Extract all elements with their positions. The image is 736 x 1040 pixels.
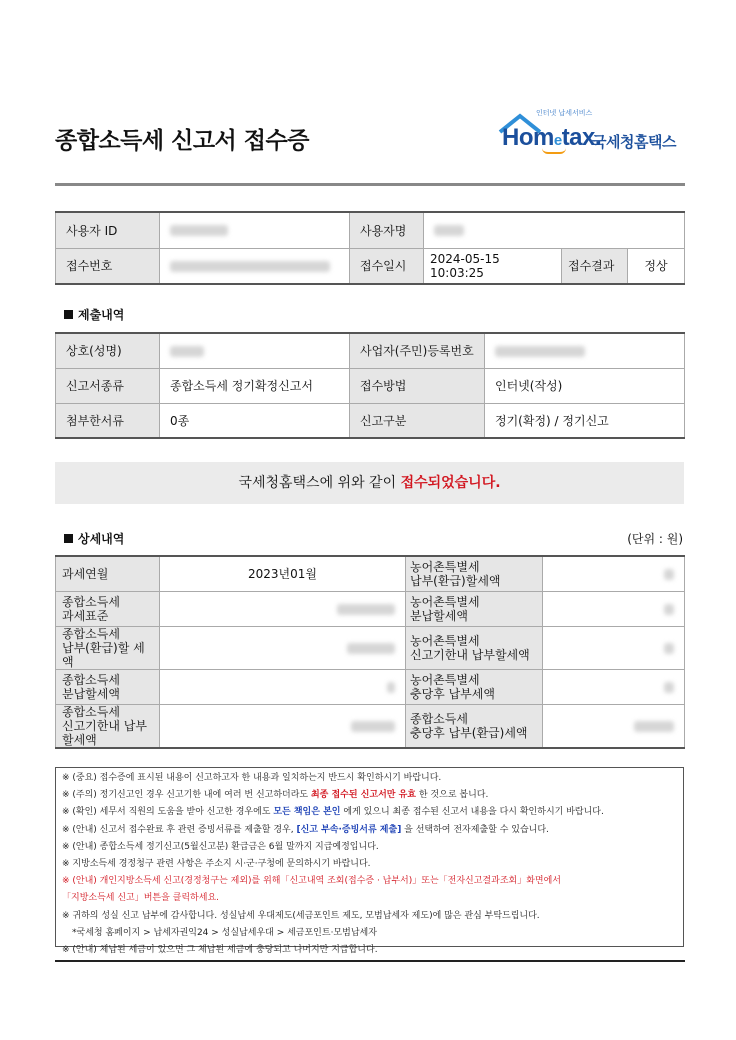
detail-row [56,704,685,748]
detail-right-value [543,556,685,591]
detail-right-label: 농어촌특별세 신고기한내 납부할세액 [406,626,543,669]
logo-brand-b: tax. [561,124,602,151]
detail-right-label: 농어촌특별세 충당후 납부세액 [406,669,543,704]
detail-left-label: 과세연월 [56,556,160,591]
note-thanks: ※ 귀하의 성실 신고 납부에 감사합니다. 성실납세 우대제도(세금포인트 제도, 모범납세자 제도)에 많은 관심 부탁드립니다. [62,910,540,921]
detail-right-label: 농어촌특별세 분납할세액 [406,591,543,626]
bottom-divider [55,960,685,962]
detail-left-label: 종합소득세 납부(환급)할 세액 [56,626,160,669]
method-label: 접수방법 [350,368,485,403]
detail-row [56,556,685,591]
receipt-no-value [160,248,350,284]
document-title: 종합소득세 신고서 접수증 [55,128,309,154]
method-value: 인터넷(작성) [485,368,685,403]
detail-right-value [543,591,685,626]
detail-heading: 상세내역 [64,530,124,547]
receipt-no-label: 접수번호 [56,248,160,284]
note-local-income-tax-button: 「지방소득세 신고」버튼을 클릭하세요. [62,893,219,904]
note-local-income-tax: ※ (안내) 개인지방소득세 신고(경정청구는 제외)를 위해「신고내역 조회(접수증 · 납부서)」또는「전자신고결과조회」화면에서 [62,876,561,887]
user-id-label: 사용자 ID [56,212,160,248]
detail-left-value [160,626,406,669]
top-divider [55,183,685,186]
trade-name-value [160,333,350,368]
note-homepage-path: *국세청 홈페이지 > 납세자권익24 > 성실납세우대 > 세금포인트·모범납세자 [72,927,377,938]
attachments-value: 0종 [160,403,350,438]
receipt-result-label: 접수결과 [562,248,628,284]
unit-label: (단위 : 원) [627,532,683,546]
notes-box [55,767,684,956]
category-value: 정기(확정) / 정기신고 [485,403,685,438]
logo-brand-e: e [553,132,562,149]
logo-brand-kr: 국세청홈택스 [592,133,676,151]
reg-no-label: 사업자(주민)등록번호 [350,333,485,368]
note-evidence: ※ (안내) 신고서 접수완료 후 관련 증빙서류를 제출할 경우, [신고 부속·증빙서류 제출] 을 선택하여 전자제출할 수 있습니다. [62,824,549,835]
detail-row [56,669,685,704]
note-local-tax: ※ 지방소득세 경정청구 관련 사항은 주소지 시·군·구청에 문의하시기 바랍니다. [62,859,371,870]
receipt-time-label: 접수일시 [350,248,424,284]
detail-row [56,626,685,669]
logo-tagline: 인터넷 납세서비스 [536,109,593,117]
detail-left-label: 종합소득세 신고기한내 납부할세액 [56,704,160,748]
banner-text: 국세청홈택스에 위와 같이 [238,475,397,491]
detail-left-value: 2023년01월 [160,556,406,591]
return-type-label: 신고서종류 [56,368,160,403]
detail-row [56,591,685,626]
detail-left-label: 종합소득세 분납할세액 [56,669,160,704]
submission-heading: 제출내역 [64,306,124,323]
reg-no-value [485,333,685,368]
detail-right-value [543,704,685,748]
detail-table [55,555,685,749]
return-type-value: 종합소득세 정기확정신고서 [160,368,350,403]
receipt-time-value: 2024-05-15 10:03:25 [424,248,562,284]
trade-name-label: 상호(성명) [56,333,160,368]
attachments-label: 첨부한서류 [56,403,160,438]
detail-left-value [160,591,406,626]
user-name-value [424,212,685,248]
detail-left-value [160,669,406,704]
note-refund: ※ (안내) 종합소득세 정기신고(5월신고분) 환급금은 6월 말까지 지급예정입니다. [62,841,379,852]
detail-right-label: 종합소득세 충당후 납부(환급)세액 [406,704,543,748]
detail-left-value [160,704,406,748]
receipt-header-table [55,211,685,285]
note-confirm: ※ (확인) 세무서 직원의 도움을 받아 신고한 경우에도 모든 책임은 본인 에게 있으니 최종 접수된 신고서 내용을 다시 확인하시기 바랍니다. [62,807,604,818]
detail-right-value [543,669,685,704]
note-important: ※ (중요) 접수증에 표시된 내용이 신고하고자 한 내용과 일치하는지 반드시 확인하시기 바랍니다. [62,773,442,783]
hometax-logo [498,104,688,156]
note-caution: ※ (주의) 정기신고인 경우 신고기한 내에 여러 번 신고하더라도 최종 접수된 신고서만 유효 한 것으로 봅니다. [62,790,489,801]
note-arrears: ※ (안내) 체납된 세금이 있으면 그 체납된 세금에 충당되고 나머지만 지급합니다. [62,945,378,956]
user-name-label: 사용자명 [350,212,424,248]
detail-right-label: 농어촌특별세 납부(환급)할세액 [406,556,543,591]
confirmation-banner [55,462,684,504]
receipt-result-value: 정상 [628,248,685,284]
submission-table [55,332,685,439]
category-label: 신고구분 [350,403,485,438]
user-id-value [160,212,350,248]
logo-brand-a: Hom [502,124,554,151]
detail-left-label: 종합소득세 과세표준 [56,591,160,626]
detail-right-value [543,626,685,669]
banner-highlight: 접수되었습니다. [400,475,501,491]
logo-smile-icon [542,148,566,154]
